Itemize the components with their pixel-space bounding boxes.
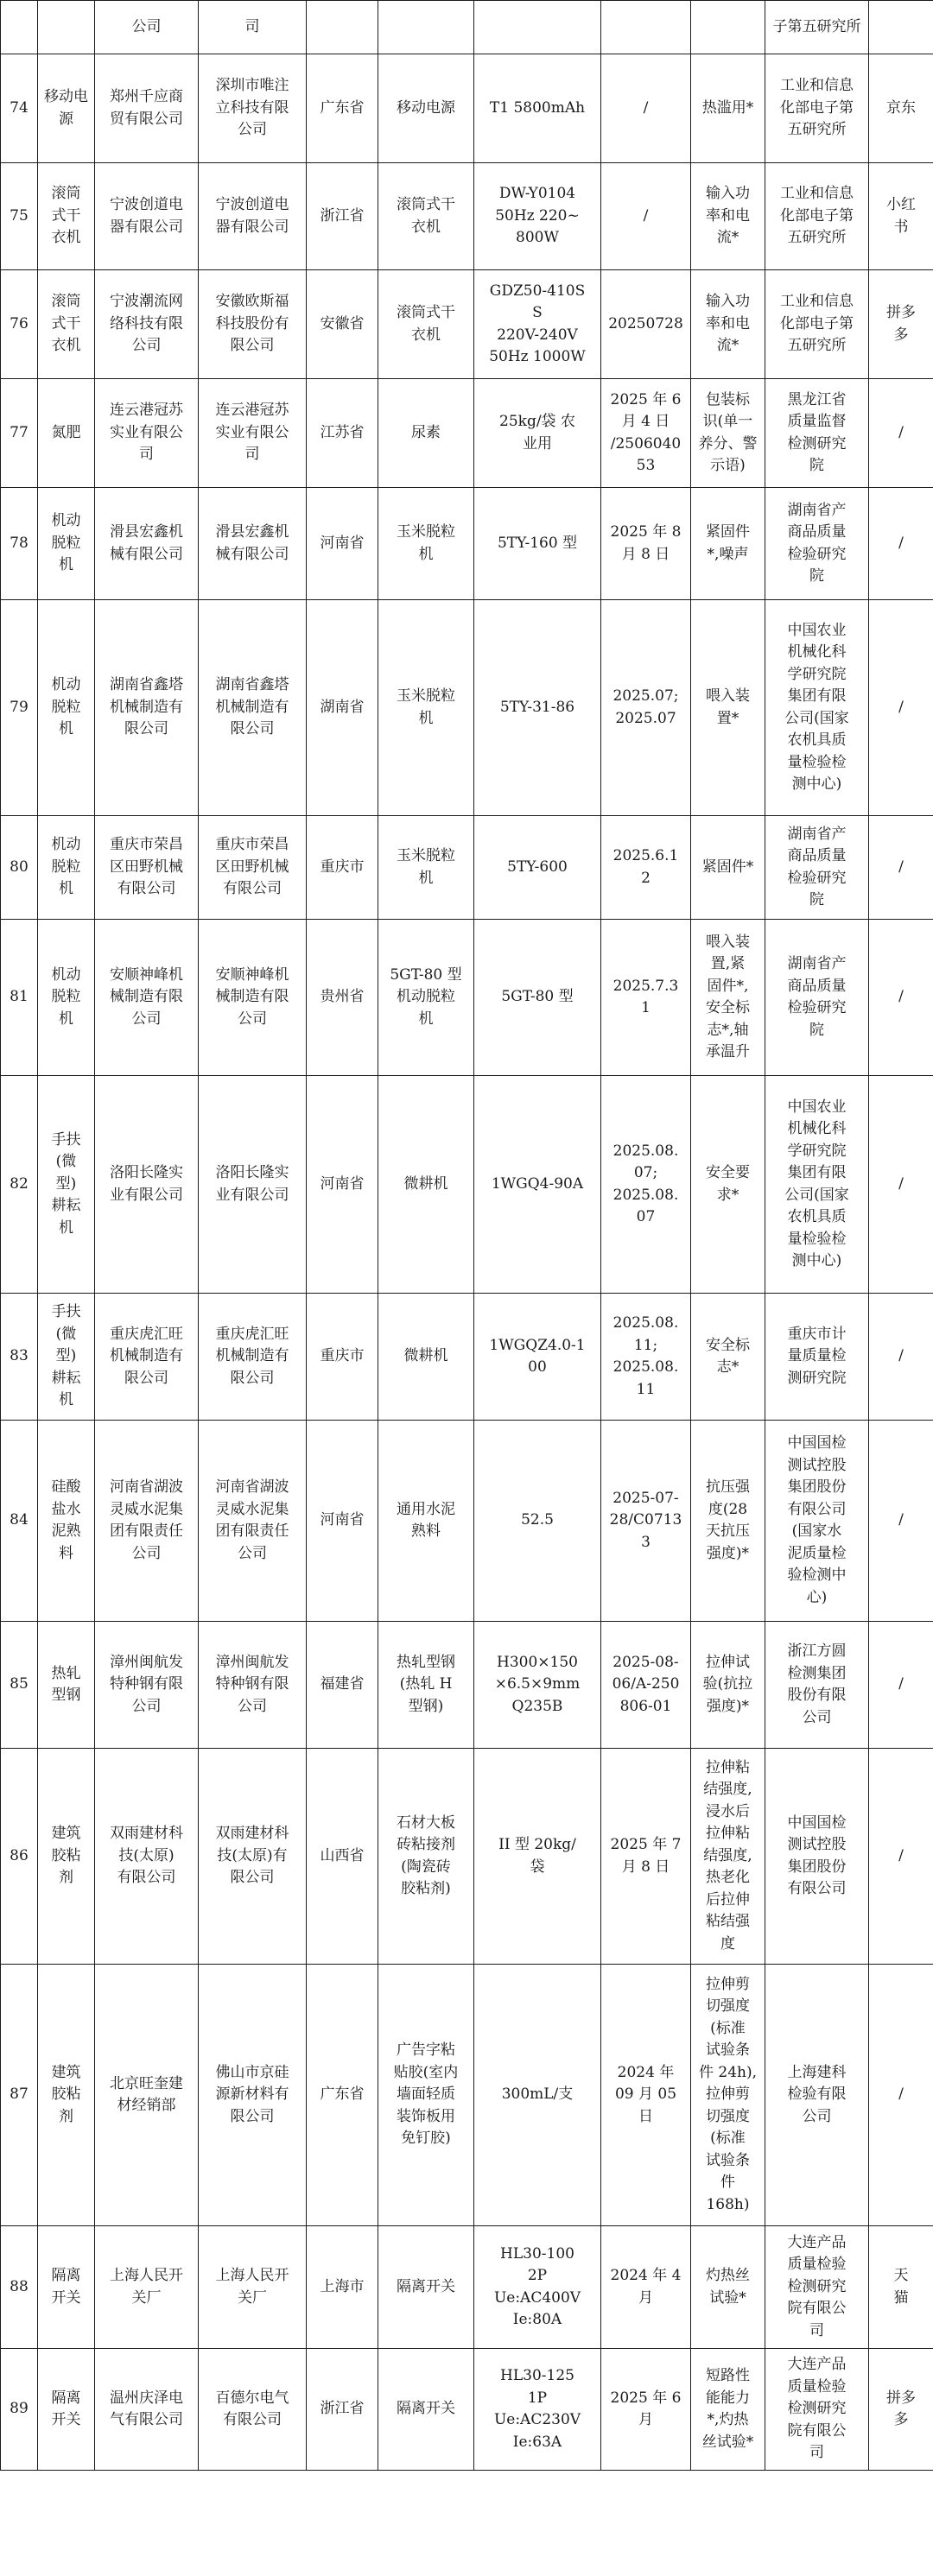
table-row [1,270,933,379]
cell-date: / [601,54,691,163]
cell-lab: 大连产品 质量检验 检测研究 院有限公 司 [765,2226,869,2349]
cell-platform: / [869,379,933,488]
cell-no: 86 [1,1749,38,1965]
cell-province: 河南省 [307,1076,378,1294]
cell-no: 77 [1,379,38,488]
cell-sample: 5GT-80 型 机动脱粒 机 [378,920,474,1076]
cell-product: 滚筒 式干 衣机 [38,270,95,379]
cell-manufacturer: 重庆虎汇旺 机械制造有 限公司 [199,1294,307,1421]
cell-lab: 中国农业 机械化科 学研究院 集团有限 公司(国家 农机具质 量检验检 测中心) [765,600,869,816]
cell-item: 喂入装 置* [691,600,765,816]
cell-spec: 300mL/支 [474,1965,601,2226]
cell-platform: / [869,488,933,600]
cell-producer: 漳州闽航发 特种钢有限 公司 [95,1622,199,1749]
cell-no: 75 [1,163,38,270]
cell-product: 隔离 开关 [38,2226,95,2349]
cell-producer: 上海人民开 关厂 [95,2226,199,2349]
fragment-cell-item [691,1,765,54]
cell-platform: 小红 书 [869,163,933,270]
cell-platform: 天 猫 [869,2226,933,2349]
cell-province: 浙江省 [307,2349,378,2471]
cell-spec: 52.5 [474,1421,601,1622]
cell-province: 广东省 [307,54,378,163]
table-row [1,1421,933,1622]
cell-sample: 玉米脱粒 机 [378,488,474,600]
cell-product: 机动 脱粒 机 [38,920,95,1076]
cell-item: 短路性 能能力 *,灼热 丝试验* [691,2349,765,2471]
cell-date: 2025 年 7 月 8 日 [601,1749,691,1965]
cell-spec: 5TY-600 [474,816,601,920]
cell-date: 2025 年 6 月 [601,2349,691,2471]
cell-sample: 玉米脱粒 机 [378,816,474,920]
cell-no: 79 [1,600,38,816]
cell-province: 贵州省 [307,920,378,1076]
table-row-fragment [1,1,933,54]
fragment-cell-spec [474,1,601,54]
cell-platform: / [869,1749,933,1965]
cell-item: 安全要 求* [691,1076,765,1294]
cell-no: 80 [1,816,38,920]
cell-lab: 中国农业 机械化科 学研究院 集团有限 公司(国家 农机具质 量检验检 测中心) [765,1076,869,1294]
table-row [1,920,933,1076]
cell-producer: 北京旺奎建 材经销部 [95,1965,199,2226]
cell-province: 河南省 [307,488,378,600]
cell-item: 拉伸试 验(抗拉 强度)* [691,1622,765,1749]
cell-lab: 大连产品 质量检验 检测研究 院有限公 司 [765,2349,869,2471]
cell-manufacturer: 上海人民开 关厂 [199,2226,307,2349]
cell-item: 输入功 率和电 流* [691,163,765,270]
cell-product: 机动 脱粒 机 [38,488,95,600]
fragment-cell-no [1,1,38,54]
cell-sample: 石材大板 砖粘接剂 (陶瓷砖 胶粘剂) [378,1749,474,1965]
cell-province: 广东省 [307,1965,378,2226]
cell-spec: H300×150 ×6.5×9mm Q235B [474,1622,601,1749]
cell-no: 81 [1,920,38,1076]
cell-sample: 热轧型钢 (热轧 H 型钢) [378,1622,474,1749]
cell-lab: 湖南省产 商品质量 检验研究 院 [765,488,869,600]
cell-producer: 宁波创道电 器有限公司 [95,163,199,270]
cell-date: 2025.7.3 1 [601,920,691,1076]
cell-no: 84 [1,1421,38,1622]
cell-province: 重庆市 [307,1294,378,1421]
cell-date: 2025 年 6 月 4 日 /2506040 53 [601,379,691,488]
cell-spec: DW-Y0104 50Hz 220~ 800W [474,163,601,270]
cell-producer: 安顺神峰机 械制造有限 公司 [95,920,199,1076]
cell-item: 抗压强 度(28 天抗压 强度)* [691,1421,765,1622]
cell-item: 紧固件* [691,816,765,920]
cell-platform: / [869,1421,933,1622]
cell-product: 建筑 胶粘 剂 [38,1749,95,1965]
fragment-cell-date [601,1,691,54]
cell-item: 灼热丝 试验* [691,2226,765,2349]
table-row [1,163,933,270]
cell-spec: II 型 20kg/ 袋 [474,1749,601,1965]
cell-producer: 温州庆泽电 气有限公司 [95,2349,199,2471]
cell-spec: 25kg/袋 农 业用 [474,379,601,488]
cell-date: 2025-07- 28/C0713 3 [601,1421,691,1622]
cell-sample: 通用水泥 熟料 [378,1421,474,1622]
cell-no: 88 [1,2226,38,2349]
cell-date: 2024 年 09 月 05 日 [601,1965,691,2226]
cell-date: 2025.08. 11; 2025.08. 11 [601,1294,691,1421]
cell-product: 手扶 (微 型) 耕耘 机 [38,1294,95,1421]
cell-product: 氮肥 [38,379,95,488]
cell-manufacturer: 佛山市京硅 源新材料有 限公司 [199,1965,307,2226]
cell-no: 89 [1,2349,38,2471]
cell-sample: 隔离开关 [378,2226,474,2349]
cell-date: 2025.08. 07; 2025.08. 07 [601,1076,691,1294]
cell-producer: 重庆市荣昌 区田野机械 有限公司 [95,816,199,920]
cell-product: 滚筒 式干 衣机 [38,163,95,270]
cell-platform: / [869,1965,933,2226]
cell-spec: GDZ50-410S S 220V-240V 50Hz 1000W [474,270,601,379]
cell-no: 83 [1,1294,38,1421]
cell-date: 2025-08- 06/A-250 806-01 [601,1622,691,1749]
cell-lab: 湖南省产 商品质量 检验研究 院 [765,920,869,1076]
cell-lab: 黑龙江省 质量监督 检测研究 院 [765,379,869,488]
cell-manufacturer: 洛阳长隆实 业有限公司 [199,1076,307,1294]
cell-manufacturer: 深圳市唯注 立科技有限 公司 [199,54,307,163]
cell-item: 紧固件 *,噪声 [691,488,765,600]
cell-producer: 湖南省鑫塔 机械制造有 限公司 [95,600,199,816]
cell-sample: 隔离开关 [378,2349,474,2471]
cell-platform: / [869,1622,933,1749]
cell-lab: 重庆市计 量质量检 测研究院 [765,1294,869,1421]
table-row [1,379,933,488]
cell-date: 2025.07; 2025.07 [601,600,691,816]
cell-manufacturer: 湖南省鑫塔 机械制造有 限公司 [199,600,307,816]
cell-platform: / [869,1294,933,1421]
cell-province: 河南省 [307,1421,378,1622]
cell-date: 20250728 [601,270,691,379]
cell-platform: 京东 [869,54,933,163]
cell-sample: 微耕机 [378,1076,474,1294]
cell-item: 喂入装 置,紧 固件*, 安全标 志*,轴 承温升 [691,920,765,1076]
table-row [1,816,933,920]
cell-product: 机动 脱粒 机 [38,600,95,816]
fragment-cell-province [307,1,378,54]
cell-platform: / [869,816,933,920]
cell-spec: T1 5800mAh [474,54,601,163]
cell-item: 安全标 志* [691,1294,765,1421]
cell-manufacturer: 安顺神峰机 械制造有限 公司 [199,920,307,1076]
table-row [1,2226,933,2349]
cell-lab: 工业和信息 化部电子第 五研究所 [765,54,869,163]
table-row [1,1076,933,1294]
cell-manufacturer: 连云港冠苏 实业有限公 司 [199,379,307,488]
cell-platform: / [869,1076,933,1294]
cell-producer: 滑县宏鑫机 械有限公司 [95,488,199,600]
table-row [1,1749,933,1965]
cell-sample: 尿素 [378,379,474,488]
cell-producer: 郑州千应商 贸有限公司 [95,54,199,163]
cell-province: 安徽省 [307,270,378,379]
cell-lab: 工业和信息 化部电子第 五研究所 [765,163,869,270]
cell-no: 87 [1,1965,38,2226]
cell-product: 手扶 (微 型) 耕耘 机 [38,1076,95,1294]
cell-sample: 移动电源 [378,54,474,163]
cell-province: 浙江省 [307,163,378,270]
cell-producer: 河南省湖波 灵威水泥集 团有限责任 公司 [95,1421,199,1622]
cell-platform: 拼多 多 [869,270,933,379]
cell-sample: 广告字粘 贴胶(室内 墙面轻质 装饰板用 免钉胶) [378,1965,474,2226]
table-row [1,1622,933,1749]
fragment-cell-manufacturer: 司 [199,1,307,54]
cell-lab: 工业和信息 化部电子第 五研究所 [765,270,869,379]
fragment-cell-sample [378,1,474,54]
cell-spec: 5TY-31-86 [474,600,601,816]
cell-no: 74 [1,54,38,163]
cell-spec: 1WGQZ4.0-1 00 [474,1294,601,1421]
table-row [1,1965,933,2226]
cell-province: 重庆市 [307,816,378,920]
cell-lab: 浙江方圆 检测集团 股份有限 公司 [765,1622,869,1749]
fragment-cell-product [38,1,95,54]
cell-spec: HL30-100 2P Ue:AC400V Ie:80A [474,2226,601,2349]
cell-sample: 玉米脱粒 机 [378,600,474,816]
cell-product: 机动 脱粒 机 [38,816,95,920]
table-row [1,1294,933,1421]
cell-item: 拉伸粘 结强度, 浸水后 拉伸粘 结强度, 热老化 后拉伸 粘结强 度 [691,1749,765,1965]
cell-no: 82 [1,1076,38,1294]
cell-producer: 宁波潮流网 络科技有限 公司 [95,270,199,379]
cell-platform: / [869,920,933,1076]
cell-platform: / [869,600,933,816]
cell-producer: 双雨建材科 技(太原) 有限公司 [95,1749,199,1965]
cell-item: 输入功 率和电 流* [691,270,765,379]
cell-no: 78 [1,488,38,600]
cell-lab: 中国国检 测试控股 集团股份 有限公司 [765,1749,869,1965]
cell-date: 2025 年 8 月 8 日 [601,488,691,600]
cell-product: 移动电源 [38,54,95,163]
cell-product: 硅酸 盐水 泥熟 料 [38,1421,95,1622]
fragment-cell-lab: 子第五研究所 [765,1,869,54]
cell-spec: 5GT-80 型 [474,920,601,1076]
cell-date: / [601,163,691,270]
cell-manufacturer: 重庆市荣昌 区田野机械 有限公司 [199,816,307,920]
cell-no: 76 [1,270,38,379]
cell-item: 拉伸剪 切强度 (标准 试验条 件 24h), 拉伸剪 切强度 (标准 试验条 件 168h) [691,1965,765,2226]
cell-producer: 重庆虎汇旺 机械制造有 限公司 [95,1294,199,1421]
cell-province: 湖南省 [307,600,378,816]
cell-province: 上海市 [307,2226,378,2349]
cell-date: 2024 年 4 月 [601,2226,691,2349]
fragment-cell-producer: 公司 [95,1,199,54]
cell-no: 85 [1,1622,38,1749]
cell-sample: 滚筒式干 衣机 [378,270,474,379]
cell-lab: 上海建科 检验有限 公司 [765,1965,869,2226]
table-row [1,54,933,163]
cell-sample: 微耕机 [378,1294,474,1421]
cell-spec: HL30-125 1P Ue:AC230V Ie:63A [474,2349,601,2471]
cell-sample: 滚筒式干 衣机 [378,163,474,270]
table-row [1,488,933,600]
table-row [1,600,933,816]
cell-province: 山西省 [307,1749,378,1965]
fragment-cell-platform [869,1,933,54]
cell-product: 建筑 胶粘 剂 [38,1965,95,2226]
table-row [1,2349,933,2471]
cell-province: 福建省 [307,1622,378,1749]
cell-province: 江苏省 [307,379,378,488]
cell-manufacturer: 安徽欧斯福 科技股份有 限公司 [199,270,307,379]
cell-product: 热轧 型钢 [38,1622,95,1749]
cell-manufacturer: 百德尔电气 有限公司 [199,2349,307,2471]
cell-producer: 洛阳长隆实 业有限公司 [95,1076,199,1294]
cell-spec: 1WGQ4-90A [474,1076,601,1294]
cell-item: 热滥用* [691,54,765,163]
cell-lab: 中国国检 测试控股 集团股份 有限公司 (国家水 泥质量检 验检测中 心) [765,1421,869,1622]
cell-platform: 拼多 多 [869,2349,933,2471]
cell-date: 2025.6.1 2 [601,816,691,920]
cell-item: 包装标 识(单一 养分、警 示语) [691,379,765,488]
cell-spec: 5TY-160 型 [474,488,601,600]
cell-manufacturer: 漳州闽航发 特种钢有限 公司 [199,1622,307,1749]
cell-manufacturer: 滑县宏鑫机 械有限公司 [199,488,307,600]
cell-product: 隔离 开关 [38,2349,95,2471]
cell-manufacturer: 河南省湖波 灵威水泥集 团有限责任 公司 [199,1421,307,1622]
cell-manufacturer: 宁波创道电 器有限公司 [199,163,307,270]
cell-manufacturer: 双雨建材科 技(太原)有 限公司 [199,1749,307,1965]
cell-lab: 湖南省产 商品质量 检验研究 院 [765,816,869,920]
cell-producer: 连云港冠苏 实业有限公 司 [95,379,199,488]
